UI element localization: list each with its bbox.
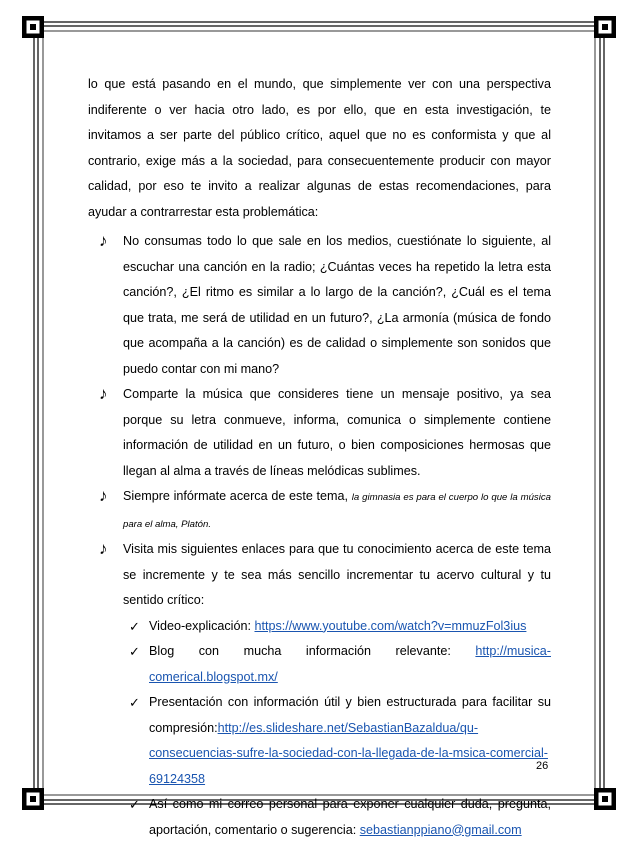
list-item xyxy=(88,229,551,382)
blog-link[interactable]: http://musica-comerical.blogspot.mx/ xyxy=(149,644,551,684)
youtube-link[interactable]: https://www.youtube.com/watch?v=mmuzFol3ius xyxy=(254,619,526,633)
checkmark-icon: ✓ xyxy=(129,639,140,665)
list-item xyxy=(123,690,551,792)
music-note-icon: ♪ xyxy=(99,230,108,252)
links-list xyxy=(123,614,551,843)
link-description: Blog con mucha información relevante: xyxy=(149,644,475,658)
plato-quote: la gimnasia es para el cuerpo lo que la música para el alma, Platón. xyxy=(123,492,551,530)
intro-paragraph: lo que está pasando en el mundo, que simplemente ver con una perspectiva indiferente o ver hacia otro lado, es por ello, que en esta investigación, te invitamos a ser parte del público crítico, aquel que no es conformista y que al contrario, exige más a la sociedad, para consecuentemente producir con mayor calidad, por eso te invito a realizar algunas de estas recomendaciones, para ayudar a contrarrestar esta problemática: xyxy=(88,72,551,225)
checkmark-icon: ✓ xyxy=(129,614,140,640)
recommendation-list xyxy=(88,229,551,843)
music-note-icon: ♪ xyxy=(99,383,108,405)
list-item xyxy=(88,537,551,843)
checkmark-icon: ✓ xyxy=(129,690,140,716)
bullet-text: Visita mis siguientes enlaces para que tu conocimiento acerca de este tema se incremente y te sea más sencillo incrementar tu acervo cultural y tu sentido crítico: xyxy=(123,542,551,607)
music-note-icon: ♪ xyxy=(99,538,108,560)
slideshare-link[interactable]: http://es.slideshare.net/SebastianBazaldua/qu-consecuencias-sufre-la-sociedad-con-la-llegada-de-la-msica-comercial-69124358 xyxy=(149,721,548,786)
link-description: Así como mi correo personal para exponer cualquier duda, pregunta, aportación, comentario o sugerencia: xyxy=(149,797,551,837)
bullet-text: Comparte la música que consideres tiene un mensaje positivo, ya sea porque su letra conmueve, informa, comunica o simplemente contiene información de utilidad en un futuro, o bien composiciones hermosas que llegan al alma a través de líneas melódicas sublimes. xyxy=(123,387,551,478)
email-link[interactable]: sebastianppiano@gmail.com xyxy=(360,823,522,837)
link-description: Video-explicación: xyxy=(149,619,254,633)
list-item xyxy=(88,382,551,484)
bullet-text: No consumas todo lo que sale en los medios, cuestiónate lo siguiente, al escuchar una canción en la radio; ¿Cuántas veces ha repetido la letra esta canción?, ¿El ritmo es similar a lo largo de la canción?, ¿Cuál es el tema que trata, me será de utilidad en un futuro?, ¿La armonía (música de fondo que acompaña a la canción) es de calidad o simplemente son sonidos que puedo contar con mi mano? xyxy=(123,234,551,376)
music-note-icon: ♪ xyxy=(99,485,108,507)
page-number: 26 xyxy=(536,760,548,772)
bullet-text: Siempre infórmate acerca de este tema, xyxy=(123,489,352,503)
link-description: Presentación con información útil y bien estructurada para facilitar su compresión: xyxy=(149,695,551,735)
page-body xyxy=(88,72,551,843)
list-item xyxy=(88,484,551,537)
list-item xyxy=(123,792,551,843)
checkmark-icon: ✓ xyxy=(129,792,140,818)
list-item xyxy=(123,639,551,690)
list-item xyxy=(123,614,551,640)
